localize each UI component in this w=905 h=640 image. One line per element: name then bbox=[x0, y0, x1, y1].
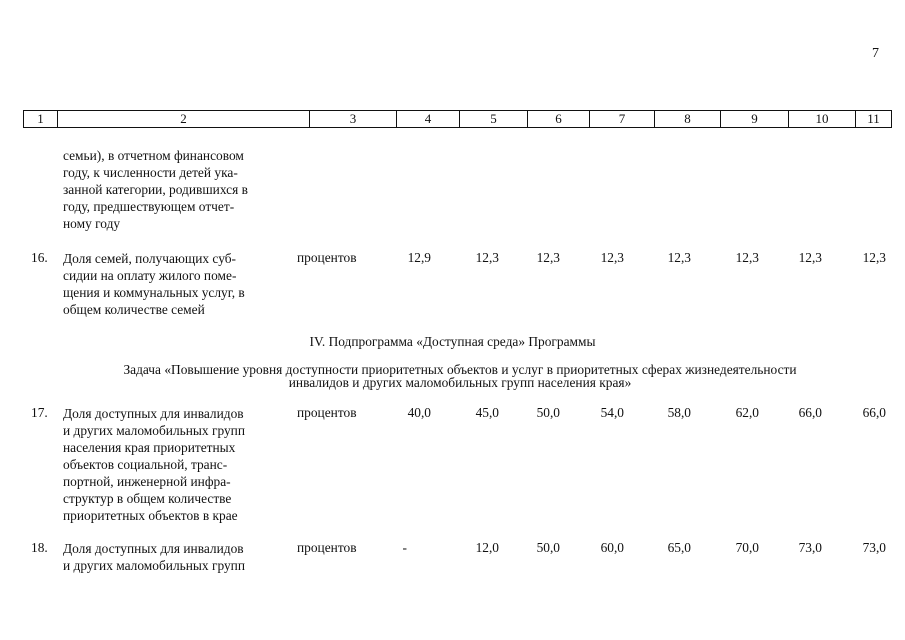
value-cell: 66,0 bbox=[798, 405, 822, 420]
value-cell: 45,0 bbox=[475, 405, 499, 420]
row-number: 17. bbox=[31, 405, 48, 420]
value-cell: 62,0 bbox=[735, 405, 759, 420]
header-cell: 7 bbox=[590, 111, 655, 127]
value-cell: 73,0 bbox=[862, 540, 886, 555]
value-cell: 12,3 bbox=[667, 250, 691, 265]
value-cell: 12,0 bbox=[475, 540, 499, 555]
value-cell: 73,0 bbox=[798, 540, 822, 555]
text-line: приоритетных объектов в крае bbox=[63, 508, 238, 523]
header-cell: 3 bbox=[310, 111, 397, 127]
page-number: 7 bbox=[872, 46, 879, 61]
value-cell: 40,0 bbox=[407, 405, 431, 420]
row-unit: процентов bbox=[297, 250, 357, 265]
value-cell: 65,0 bbox=[667, 540, 691, 555]
value-cell: 12,3 bbox=[798, 250, 822, 265]
header-cell: 9 bbox=[721, 111, 789, 127]
text-line: Задача «Повышение уровня доступности приоритетных объектов и услуг в приоритетных сферах жизнедеятельности bbox=[123, 362, 797, 377]
value-cell: 12,3 bbox=[735, 250, 759, 265]
header-cell: 4 bbox=[397, 111, 460, 127]
table-header-row bbox=[23, 110, 892, 128]
value-cell: - bbox=[402, 540, 407, 555]
header-cell: 8 bbox=[655, 111, 721, 127]
value-cell: 66,0 bbox=[862, 405, 886, 420]
row-description bbox=[63, 250, 281, 318]
value-cell: 50,0 bbox=[536, 540, 560, 555]
text-line: занной категории, родившихся в bbox=[63, 182, 248, 197]
section-title: IV. Подпрограмма «Доступная среда» Программы bbox=[309, 334, 596, 349]
value-cell: 12,9 bbox=[407, 250, 431, 265]
row-description bbox=[63, 540, 281, 574]
header-cell: 1 bbox=[24, 111, 58, 127]
text-line: сидии на оплату жилого поме- bbox=[63, 268, 237, 283]
text-line: общем количестве семей bbox=[63, 302, 205, 317]
text-line: Доля доступных для инвалидов bbox=[63, 406, 244, 421]
value-cell: 58,0 bbox=[667, 405, 691, 420]
row-number: 16. bbox=[31, 250, 48, 265]
text-line: ному году bbox=[63, 216, 121, 231]
text-line: населения края приоритетных bbox=[63, 440, 236, 455]
continuation-text bbox=[63, 147, 281, 232]
row-description bbox=[63, 405, 281, 524]
header-cell: 5 bbox=[460, 111, 528, 127]
value-cell: 12,3 bbox=[475, 250, 499, 265]
header-cell: 6 bbox=[528, 111, 590, 127]
header-cell: 11 bbox=[867, 111, 880, 126]
text-line: и других маломобильных групп bbox=[63, 423, 245, 438]
text-line: Доля семей, получающих суб- bbox=[63, 251, 236, 266]
text-line: году, предшествующем отчет- bbox=[63, 199, 235, 214]
text-line: структур в общем количестве bbox=[63, 491, 232, 506]
value-cell: 70,0 bbox=[735, 540, 759, 555]
row-number: 18. bbox=[31, 540, 48, 555]
text-line: инвалидов и других маломобильных групп населения края» bbox=[288, 375, 632, 390]
value-cell: 12,3 bbox=[536, 250, 560, 265]
text-line: портной, инженерной инфра- bbox=[63, 474, 231, 489]
header-cell: 2 bbox=[58, 111, 310, 127]
value-cell: 12,3 bbox=[600, 250, 624, 265]
text-line: Доля доступных для инвалидов bbox=[63, 541, 244, 556]
text-line: объектов социальной, транс- bbox=[63, 457, 228, 472]
value-cell: 60,0 bbox=[600, 540, 624, 555]
value-cell: 12,3 bbox=[862, 250, 886, 265]
text-line: году, к численности детей ука- bbox=[63, 165, 238, 180]
value-cell: 54,0 bbox=[600, 405, 624, 420]
value-cell: 50,0 bbox=[536, 405, 560, 420]
text-line: семьи), в отчетном финансовом bbox=[63, 148, 244, 163]
text-line: щения и коммунальных услуг, в bbox=[63, 285, 245, 300]
row-unit: процентов bbox=[297, 405, 357, 420]
text-line: и других маломобильных групп bbox=[63, 558, 245, 573]
task-heading bbox=[60, 363, 860, 389]
header-cell: 10 bbox=[789, 111, 856, 127]
row-unit: процентов bbox=[297, 540, 357, 555]
